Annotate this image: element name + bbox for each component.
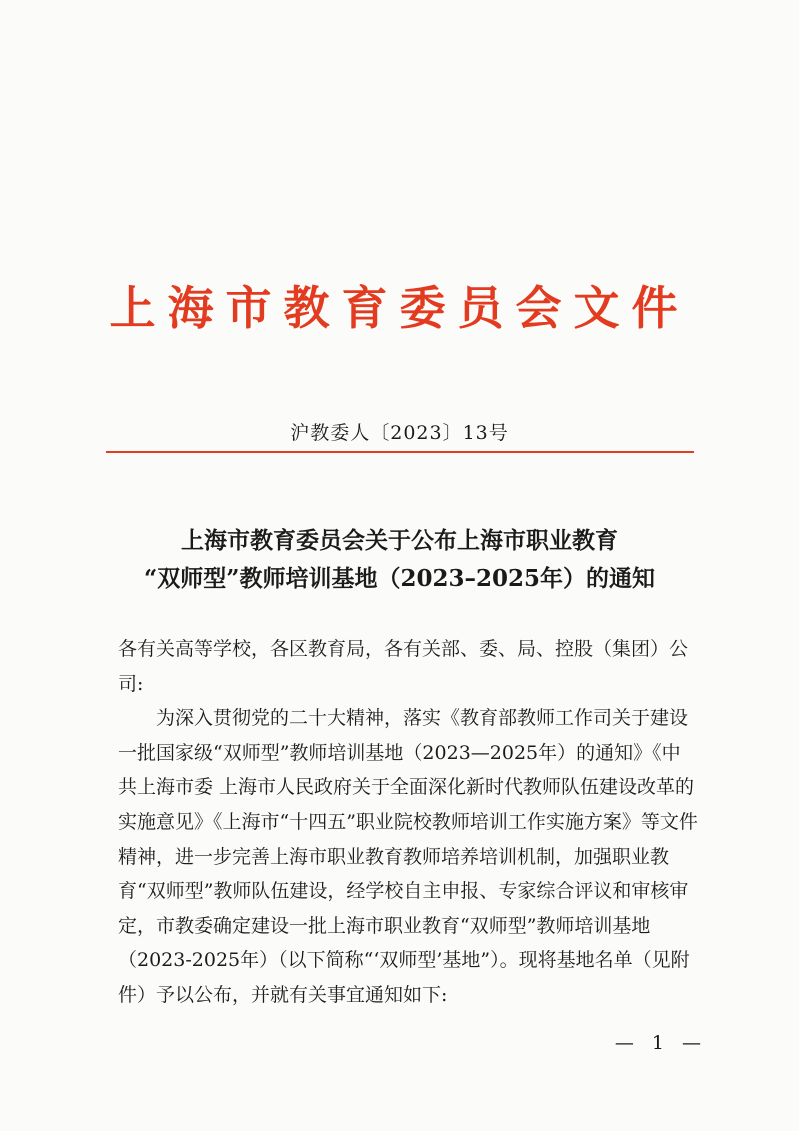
document-number: 沪教委人〔2023〕13号 (290, 422, 509, 444)
salutation: 各有关高等学校，各区教育局，各有关部、委、局、控股（集团）公司: (118, 638, 689, 695)
notice-title-line-2: “双师型”教师培训基地（2023–2025年）的通知 (144, 565, 655, 592)
notice-title (0, 522, 799, 598)
red-divider-line (106, 451, 694, 453)
issuer-header-title: 上海市教育委员会文件 (109, 281, 690, 335)
page-number: — 1 — (614, 1032, 707, 1054)
body-text (118, 632, 698, 1013)
body-paragraph: 为深入贯彻党的二十大精神，落实《教育部教师工作司关于建设一批国家级“双师型”教师培训基地（2023—2025年）的通知》《中共上海市委 上海市人民政府关于全面深化新时代教师队伍建设改革的实施意见》《上海市“十四五”职业院校教师培训工作实施方案》等文件精神，进一步完善上海市职业教育教师培养培训机制，加强职业教育“双师型”教师队伍建设，经学校自主申报、专家综合评议和审核审定，市教委确定建设一批上海市职业教育“双师型”教师培训基地（2023-2025年）（以下简称“‘双师型’基地”）。现将基地名单（见附件）予以公布，并就有关事宜通知如下: (118, 707, 698, 1006)
notice-title-line-1: 上海市教育委员会关于公布上海市职业教育 (181, 527, 618, 554)
